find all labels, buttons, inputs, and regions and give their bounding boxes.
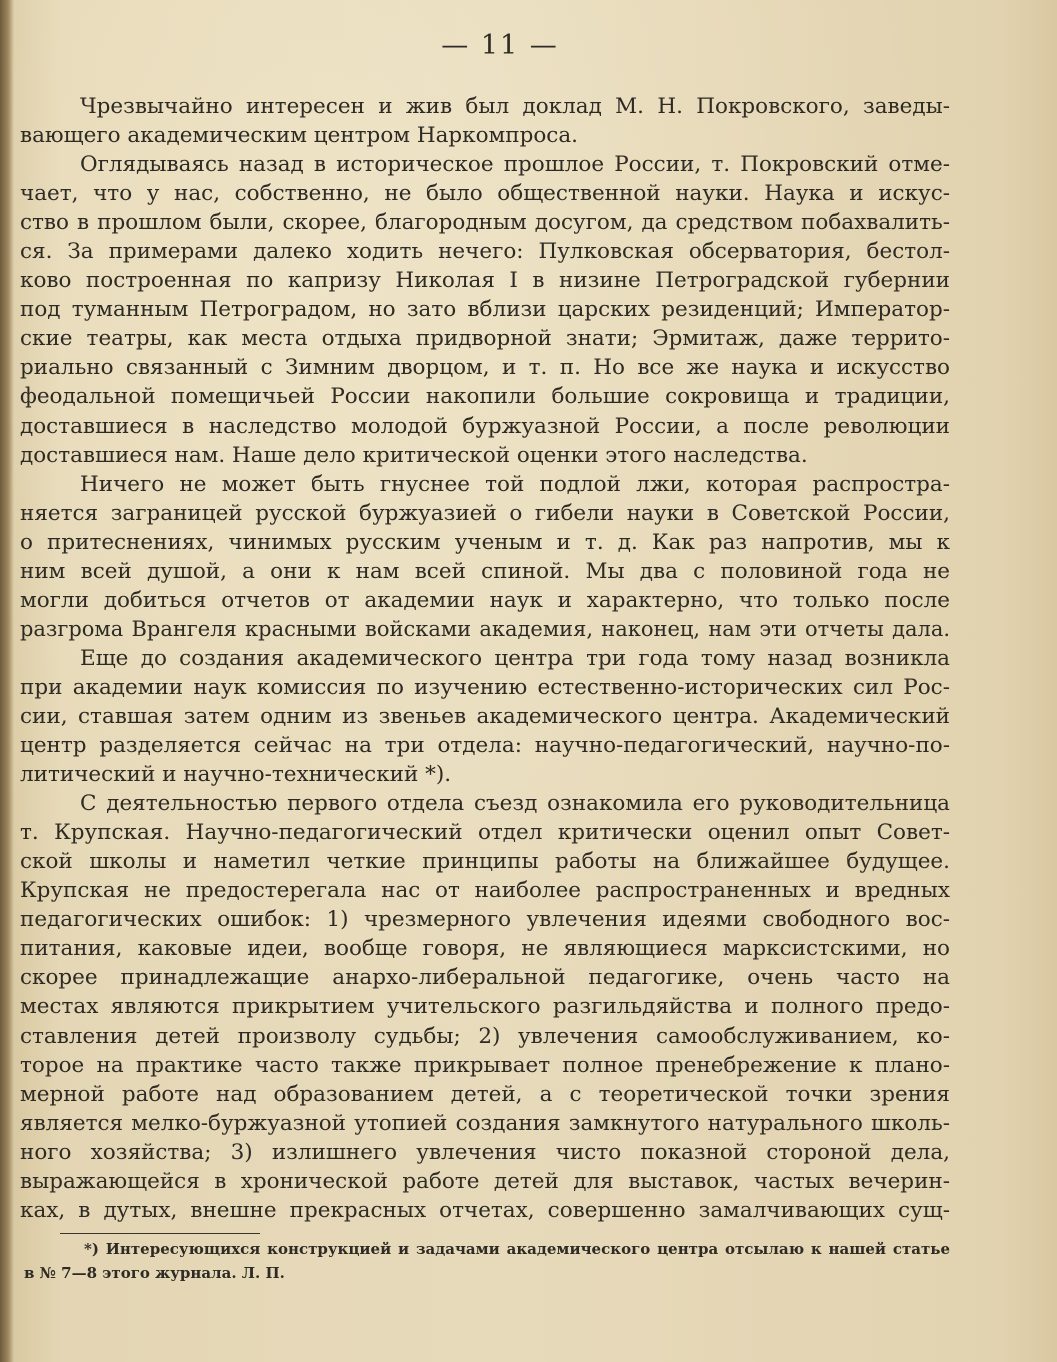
- page-binding-edge: [0, 0, 14, 1362]
- text-line: няется заграницей русской буржуазией о гибели науки в Советской России,: [20, 500, 950, 526]
- footnote-line: в № 7—8 этого журнала. Л. П.: [24, 1264, 285, 1282]
- text-line: ские театры, как места отдыха придворной знати; Эрмитаж, даже террито-: [20, 326, 950, 352]
- text-line: ках, в дутых, внешне прекрасных отчетах, совершенно замалчивающих сущ-: [20, 1197, 950, 1223]
- text-line: доставшиеся нам. Наше дело критической оценки этого наследства.: [20, 442, 808, 468]
- text-line: центр разделяется сейчас на три отдела: научно-педагогический, научно-по-: [20, 733, 950, 759]
- footnote-divider: [60, 1233, 260, 1234]
- text-line: сии, ставшая затем одним из звеньев академического центра. Академический: [20, 703, 950, 729]
- text-line: риально связанный с Зимним дворцом, и т. п. Но все же наука и искусство: [20, 355, 950, 381]
- text-line: могли добиться отчетов от академии наук и характерно, что только после: [20, 587, 950, 613]
- text-line: ного хозяйства; 3) излишнего увлечения чисто показной стороной дела,: [20, 1139, 950, 1165]
- text-line: ся. За примерами далеко ходить нечего: Пулковская обсерватория, бестол-: [20, 239, 950, 265]
- text-line: при академии наук комиссия по изучению естественно-исторических сил Рос-: [20, 674, 950, 700]
- text-line: ставления детей произволу судьбы; 2) увлечения самообслуживанием, ко-: [20, 1023, 950, 1049]
- text-line: о притеснениях, чинимых русским ученым и т. д. Как раз напротив, мы к: [20, 529, 950, 555]
- text-line: торое на практике часто также прикрывает полное пренебрежение к плано-: [20, 1052, 950, 1078]
- text-line: вающего академическим центром Наркомпроса.: [20, 123, 578, 149]
- text-line: Оглядываясь назад в историческое прошлое России, т. Покровский отме-: [80, 152, 950, 178]
- text-line: доставшиеся в наследство молодой буржуазной России, а после революции: [20, 413, 950, 439]
- article-body: [20, 92, 950, 1225]
- text-line: выражающейся в хронической работе детей для выставок, частых вечерин-: [20, 1168, 950, 1194]
- text-line: литический и научно-технический *).: [20, 762, 452, 788]
- text-line: феодальной помещичьей России накопили большие сокровища и традиции,: [20, 384, 950, 410]
- text-line: под туманным Петроградом, но зато вблизи царских резиденций; Император-: [20, 297, 950, 323]
- text-line: С деятельностью первого отдела съезд ознакомила его руководительница: [80, 791, 950, 817]
- text-line: ской школы и наметил четкие принципы работы на ближайшее будущее.: [20, 849, 950, 875]
- text-line: педагогических ошибок: 1) чрезмерного увлечения идеями свободного вос-: [20, 907, 950, 933]
- footnote-line: *) Интересующихся конструкцией и задачами академического центра отсылаю к нашей статье: [84, 1240, 950, 1258]
- text-line: мерной работе над образованием детей, а с теоретической точки зрения: [20, 1081, 950, 1107]
- text-line: т. Крупская. Научно-педагогический отдел критически оценил опыт Совет-: [20, 820, 950, 846]
- text-line: чает, что у нас, собственно, не было общественной науки. Наука и искус-: [20, 181, 950, 207]
- text-line: ство в прошлом были, скорее, благородным досугом, да средством побахвалить-: [20, 210, 950, 236]
- text-line: местах являются прикрытием учительского разгильдяйства и полного предо-: [20, 994, 950, 1020]
- text-line: Ничего не может быть гнуснее той подлой лжи, которая распростра-: [80, 471, 950, 497]
- text-line: ним всей душой, а они к нам всей спиной. Мы два с половиной года не: [20, 558, 950, 584]
- text-line: Крупская не предостерегала нас от наиболее распространенных и вредных: [20, 878, 950, 904]
- page-number: — 11 —: [441, 30, 559, 61]
- text-line: Чрезвычайно интересен и жив был доклад М. Н. Покровского, заведы-: [80, 94, 950, 119]
- text-line: является мелко-буржуазной утопией создания замкнутого натурального школь-: [20, 1110, 950, 1136]
- text-line: ково построенная по капризу Николая I в низине Петроградской губернии: [20, 268, 950, 294]
- text-line: скорее принадлежащие анархо-либеральной педагогике, очень часто на: [20, 965, 950, 991]
- text-line: питания, каковые идеи, вообще говоря, не являющиеся марксистскими, но: [20, 936, 950, 962]
- text-line: Еще до создания академического центра три года тому назад возникла: [80, 645, 950, 671]
- text-line: разгрома Врангеля красными войсками академия, наконец, нам эти отчеты дала.: [20, 616, 950, 641]
- footnote: [24, 1237, 950, 1285]
